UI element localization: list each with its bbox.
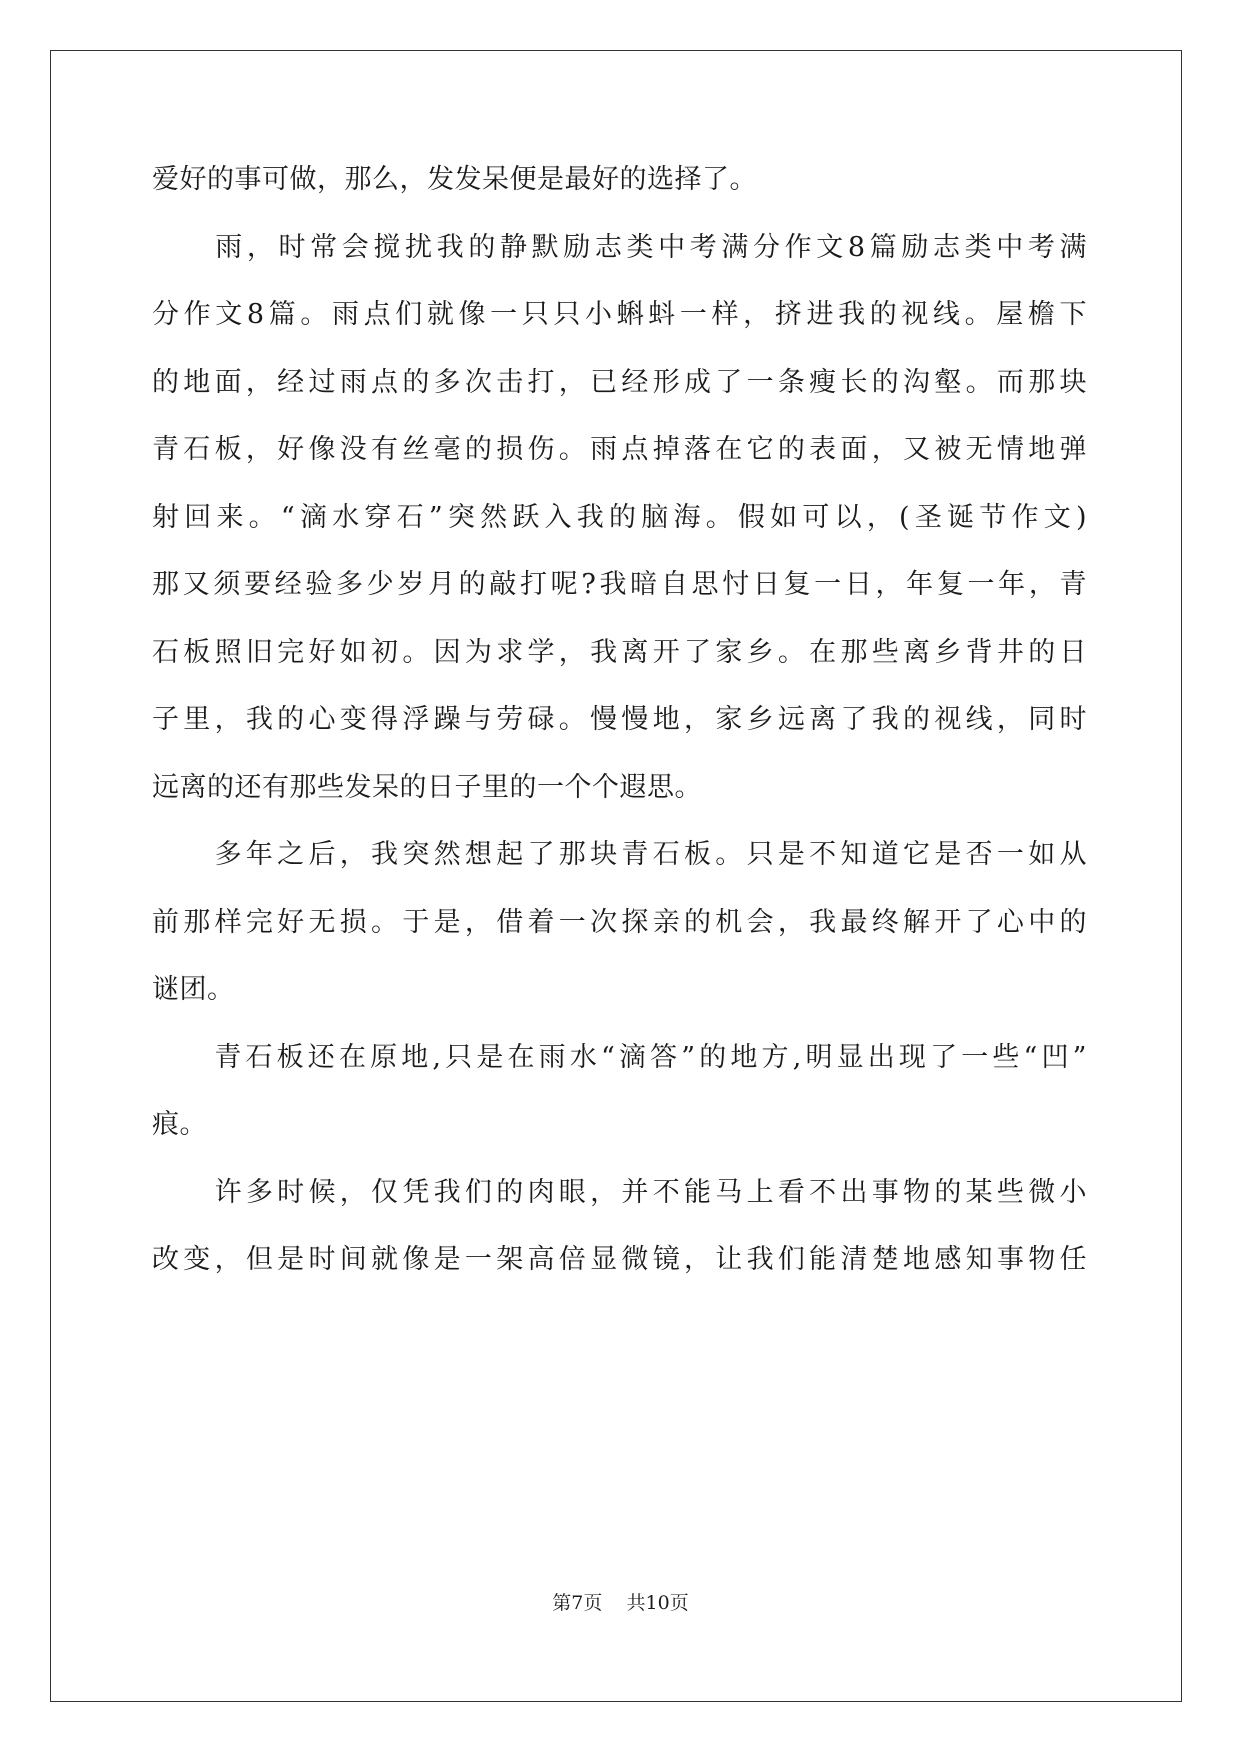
text-line: 青石板还在原地,只是在雨水“滴答”的地方,明显出现了一些“凹”	[152, 1042, 1087, 1073]
text-line: 石板照旧完好如初。因为求学，我离开了家乡。在那些离乡背井的日	[152, 637, 1087, 668]
text-line: 雨，时常会搅扰我的静默励志类中考满分作文8篇励志类中考满	[152, 232, 1087, 263]
text-line: 多年之后，我突然想起了那块青石板。只是不知道它是否一如从	[152, 839, 1087, 870]
text-line: 射回来。“滴水穿石”突然跃入我的脑海。假如可以，(圣诞节作文)	[152, 502, 1087, 533]
text-line: 爱好的事可做，那么，发发呆便是最好的选择了。	[152, 164, 757, 195]
text-line: 那又须要经验多少岁月的敲打呢?我暗自思忖日复一日，年复一年，青	[152, 569, 1087, 600]
text-line: 前那样完好无损。于是，借着一次探亲的机会，我最终解开了心中的	[152, 907, 1087, 938]
page-number: 第7页	[552, 1592, 603, 1614]
text-line: 分作文8篇。雨点们就像一只只小蝌蚪一样，挤进我的视线。屋檐下	[152, 299, 1087, 330]
text-line: 青石板，好像没有丝毫的损伤。雨点掉落在它的表面，又被无情地弹	[152, 434, 1087, 465]
total-pages: 共10页	[626, 1592, 689, 1614]
text-line: 改变，但是时间就像是一架高倍显微镜，让我们能清楚地感知事物任	[152, 1244, 1087, 1275]
text-line: 谜团。	[152, 974, 235, 1005]
text-line: 许多时候，仅凭我们的肉眼，并不能马上看不出事物的某些微小	[152, 1177, 1087, 1208]
text-line: 子里，我的心变得浮躁与劳碌。慢慢地，家乡远离了我的视线，同时	[152, 704, 1087, 735]
text-line: 痕。	[152, 1109, 207, 1140]
text-line: 的地面，经过雨点的多次击打，已经形成了一条瘦长的沟壑。而那块	[152, 367, 1087, 398]
page-footer	[0, 1591, 1241, 1615]
text-line: 远离的还有那些发呆的日子里的一个个遐思。	[152, 772, 702, 803]
